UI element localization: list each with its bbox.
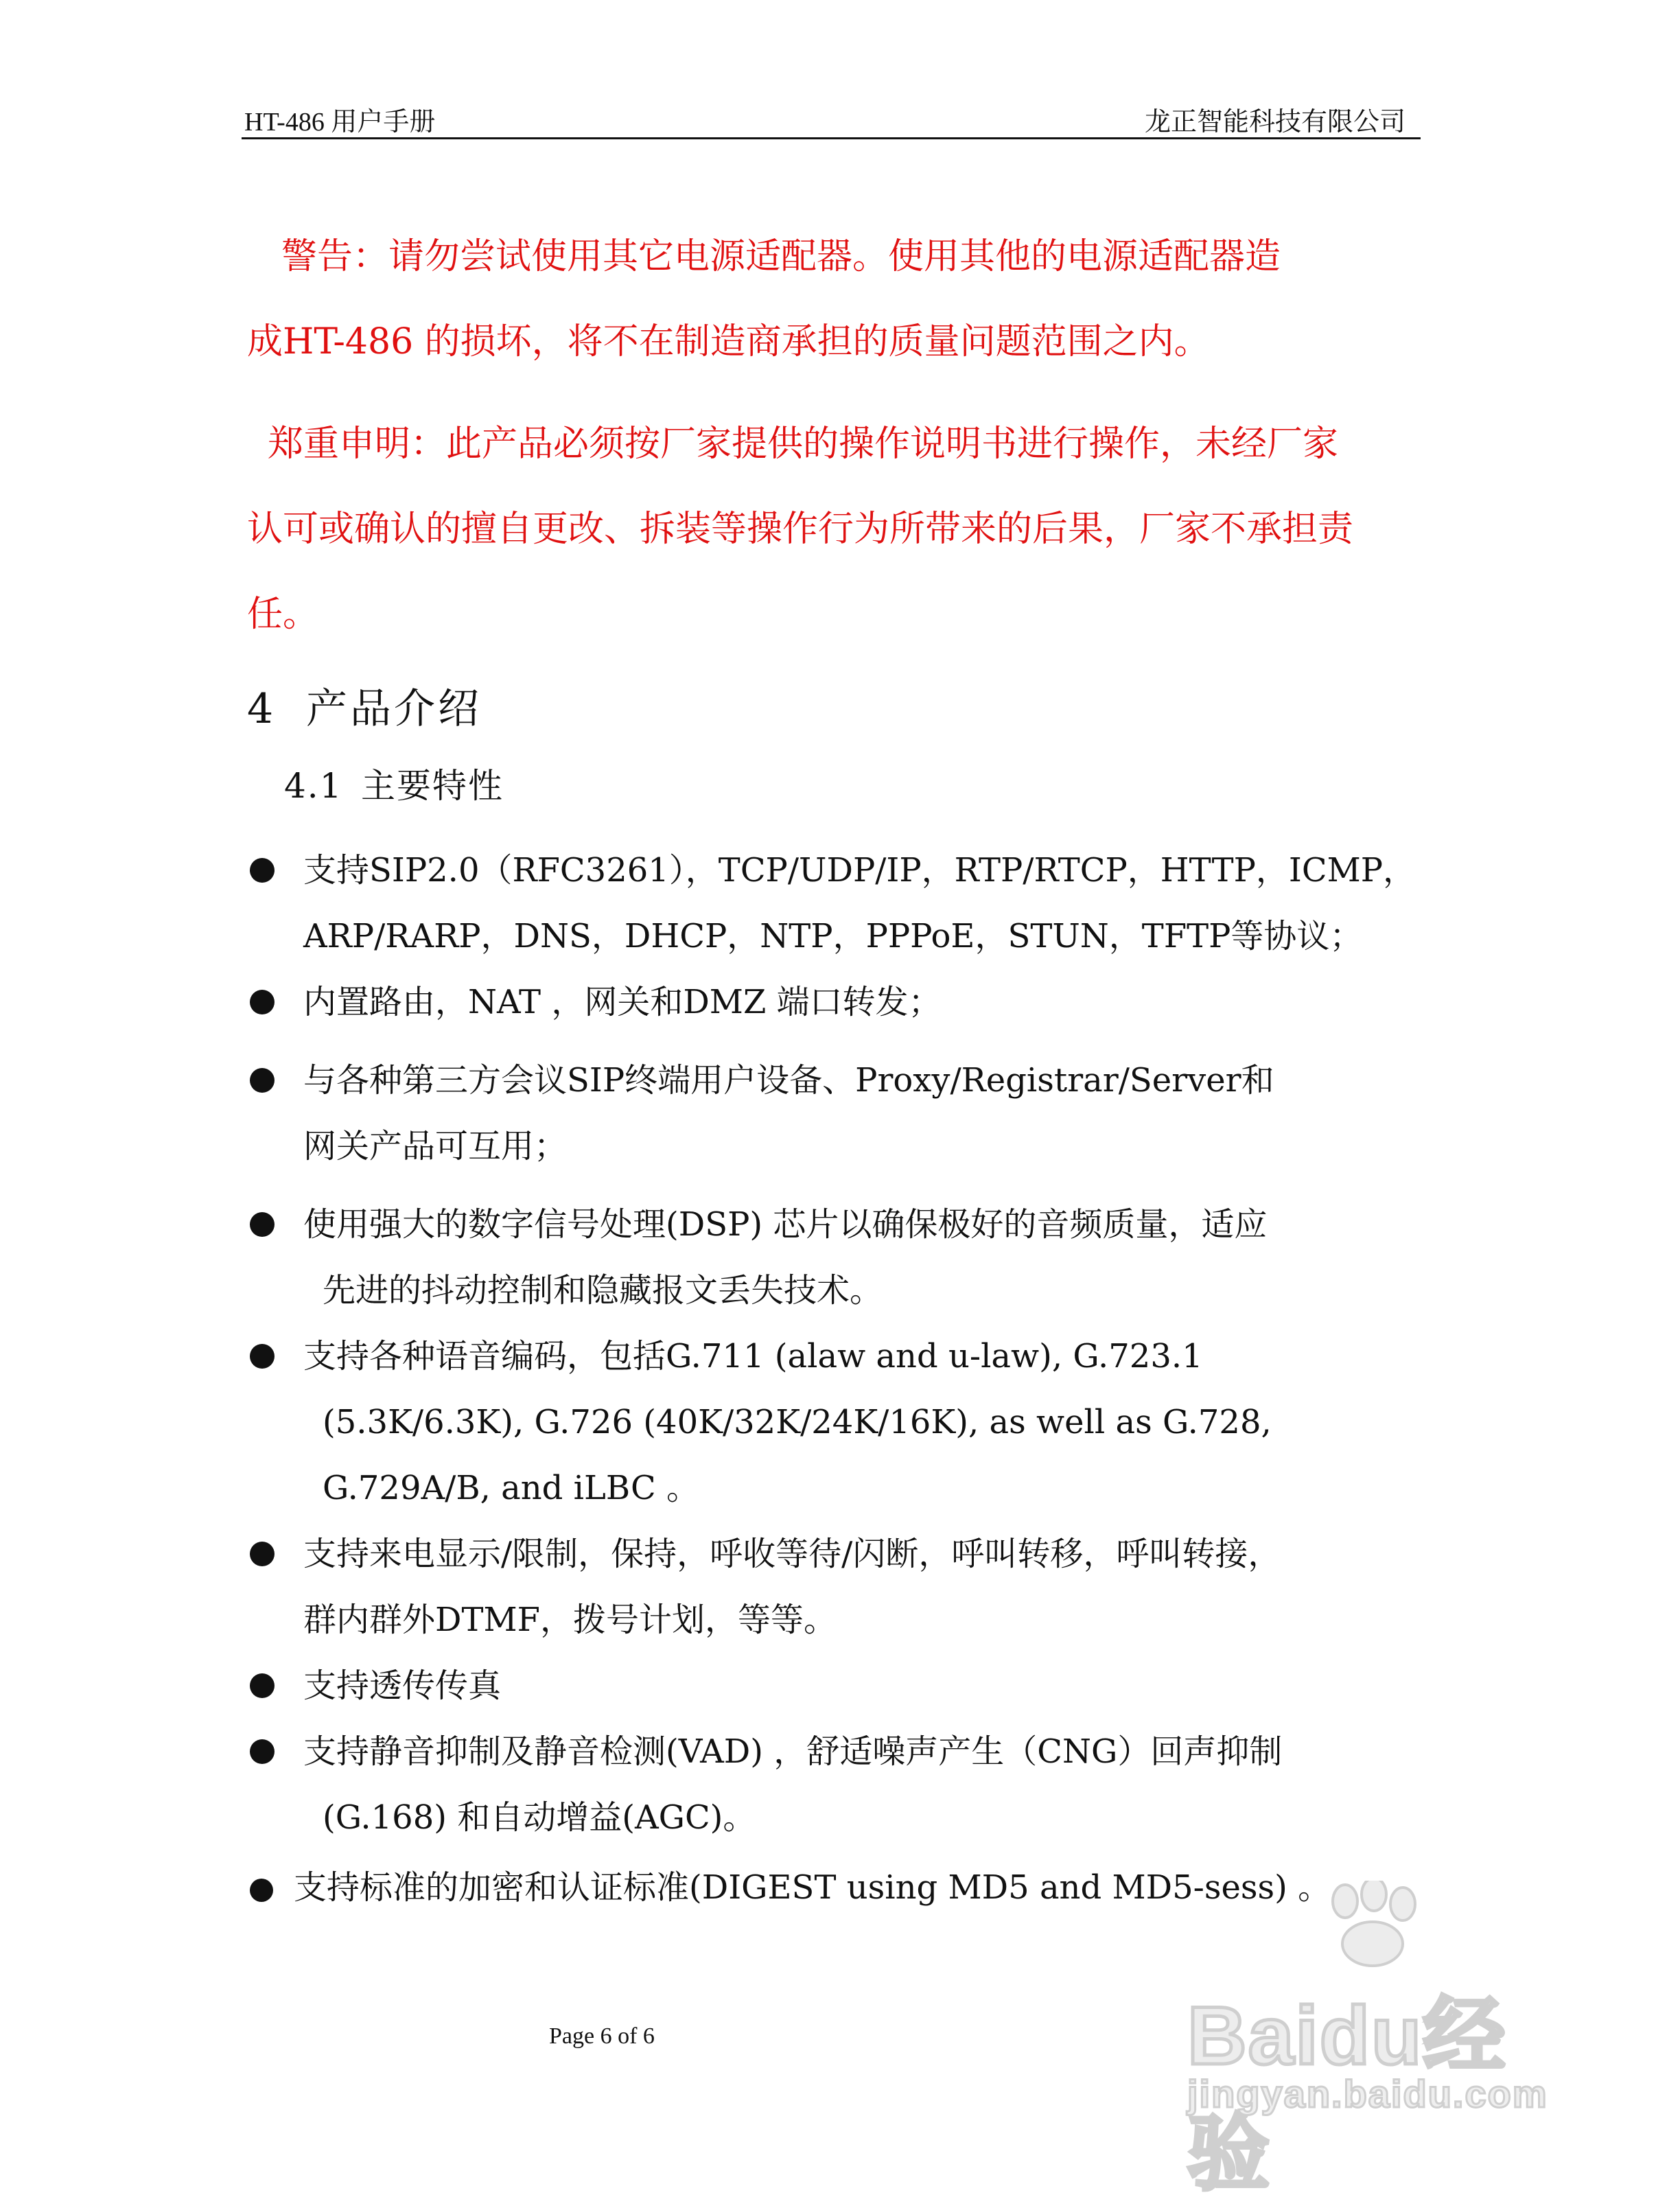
- bullet-icon: [250, 1068, 275, 1093]
- statement-line-2: 认可或确认的擅自更改、拆装等操作行为所带来的后果，厂家不承担责: [247, 509, 1354, 550]
- bullet-icon: [250, 1673, 275, 1698]
- feature-list: [246, 837, 1454, 1850]
- list-item-line: 支持静音抑制及静音检测(VAD) ，舒适噪声产生（CNG）回声抑制: [303, 1732, 1283, 1771]
- bullet-icon: [250, 1879, 273, 1902]
- list-item: [246, 837, 1454, 969]
- warning-paragraph: [247, 214, 1427, 384]
- section-heading: [247, 676, 482, 735]
- bullet-icon: [250, 858, 275, 883]
- statement-line-1: 郑重申明：此产品必须按厂家提供的操作说明书进行操作，未经厂家: [268, 423, 1339, 465]
- list-item-line: G.729A/B, and iLBC 。: [323, 1469, 700, 1507]
- list-item-line: 支持标准的加密和认证标准(DIGEST using MD5 and MD5-sess) 。: [294, 1868, 1331, 1907]
- list-item: [246, 969, 1454, 1035]
- list-item: [246, 1192, 1454, 1323]
- watermark-logo: Baidu经验: [1187, 1990, 1507, 2200]
- subsection-heading: [284, 758, 504, 808]
- bullet-icon: [250, 1542, 275, 1566]
- section-title: 产品介绍: [306, 685, 482, 733]
- list-item-line: (5.3K/6.3K), G.726 (40K/32K/24K/16K), as well as G.728,: [323, 1403, 1272, 1441]
- list-item: [246, 1719, 1454, 1850]
- list-item-line: 与各种第三方会议SIP终端用户设备、Proxy/Registrar/Server和: [303, 1061, 1274, 1100]
- list-item-line: 支持各种语音编码，包括G.711 (alaw and u-law), G.723.1: [303, 1337, 1203, 1375]
- warning-line-2: 成HT-486 的损坏，将不在制造商承担的质量问题范围之内。: [247, 321, 1210, 362]
- subsection-number: 4.1: [284, 766, 343, 806]
- list-item-line: 群内群外DTMF，拨号计划，等等。: [303, 1601, 837, 1639]
- list-item-line: 网关产品可互用；: [303, 1127, 568, 1165]
- statement-line-3: 任。: [247, 594, 319, 635]
- list-item: [246, 1521, 1454, 1653]
- list-item-line: 使用强大的数字信号处理(DSP) 芯片以确保极好的音频质量，适应: [303, 1205, 1268, 1244]
- paw-icon: [1318, 1881, 1427, 1970]
- list-item-line: 支持透传传真: [303, 1667, 502, 1705]
- list-item-last: [250, 1855, 1331, 1920]
- page-number: Page 6 of 6: [549, 2023, 655, 2049]
- statement-paragraph: [247, 402, 1427, 657]
- bullet-icon: [250, 1739, 275, 1764]
- header-company-name: 龙正智能科技有限公司: [1144, 108, 1405, 137]
- list-item-line: 支持来电显示/限制，保持，呼收等待/闪断，呼叫转移，呼叫转接，: [303, 1535, 1281, 1573]
- warning-line-1: 警告：请勿尝试使用其它电源适配器。使用其他的电源适配器造: [281, 236, 1281, 277]
- list-item-line: 先进的抖动控制和隐藏报文丢失技术。: [323, 1271, 883, 1310]
- list-item-line: 支持SIP2.0（RFC3261），TCP/UDP/IP，RTP/RTCP，HTTP，ICMP，: [303, 851, 1416, 890]
- list-item: [246, 1653, 1454, 1719]
- list-item-line: ARP/RARP，DNS，DHCP，NTP，PPPoE，STUN，TFTP等协议；: [303, 917, 1363, 955]
- bullet-icon: [250, 1212, 275, 1237]
- section-number: 4: [247, 685, 277, 733]
- bullet-icon: [250, 990, 275, 1014]
- bullet-icon: [250, 1344, 275, 1369]
- list-item-line: (G.168) 和自动增益(AGC)。: [323, 1798, 756, 1837]
- header-manual-title: HT-486 用户手册: [244, 108, 436, 137]
- page-header: [242, 96, 1421, 139]
- watermark-url: jingyan.baidu.com: [1187, 2072, 1548, 2115]
- list-item: [246, 1323, 1454, 1521]
- list-item: [246, 1047, 1454, 1179]
- list-item-line: 内置路由，NAT ，网关和DMZ 端口转发；: [303, 983, 942, 1021]
- subsection-title: 主要特性: [361, 766, 504, 806]
- baidu-watermark: [1180, 1881, 1565, 2200]
